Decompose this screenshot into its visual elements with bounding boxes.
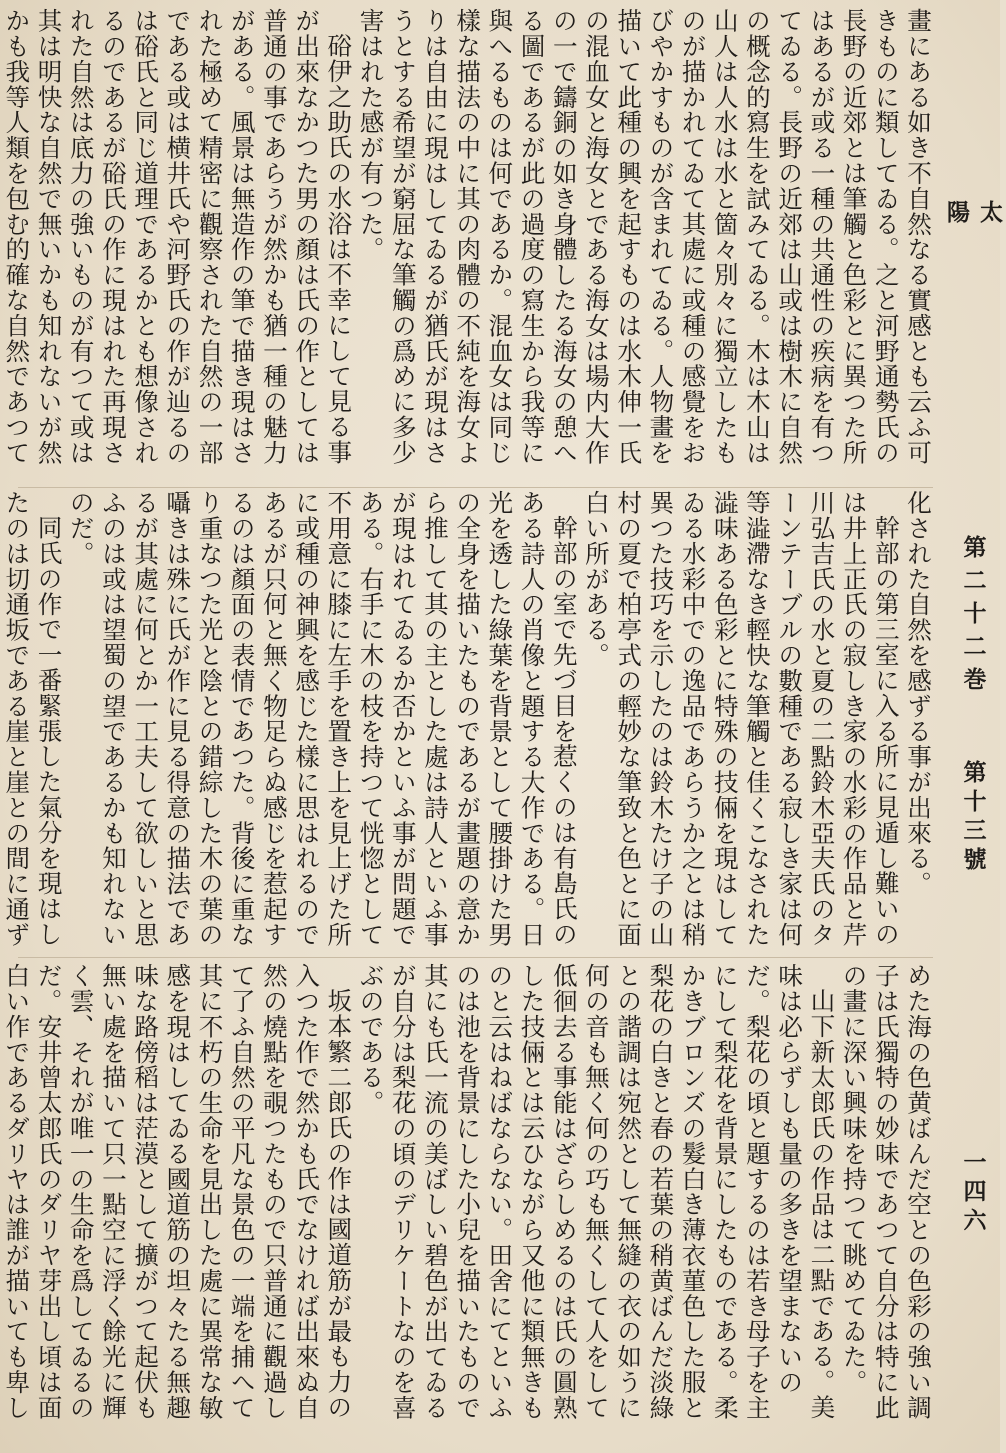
running-head-title — [943, 200, 1003, 320]
paragraph: 畫にある如き不自然なる實感とも云ふ可きものに類してゐる。之と河野通勢氏の長野の近郊とは筆觸と色彩とに異つた所はあるが或る一種の共通性の疾病を有つてゐる。長野の近郊は山或は樹木に自然の概念的寫生を試みてゐる。木は木山は山人は人水は水と箇々別々に獨立したものが描かれてゐて其處に或種の感覺をおびやかすものが含まれてゐる。人物畫を描いて此種の興を起すものは水木伸一氏の混血女と海女とである海女は場内大作の一で鑄銅の如き身體したる海女の憩へる圖であるが此の過度の寫生から我等に與へるものは何であるか。混血女は同じ樣な描法の中に其の肉體の不純を海女よりは自由に現はしてゐるが猶氏が現はさうとする希望が窮屈な筆觸の爲めに多少害はれた感が有つた。 — [356, 8, 933, 466]
tier-divider — [18, 957, 933, 958]
text-tier-middle — [2, 490, 934, 950]
paragraph: 坂本繁二郎氏の作は國道筋が最も力の入つた作で然かも氏でなければ出來ぬ自然の燒點を覗つたもので只普通に觀過して了ふ自然の平凡な景色の一端を捕へて其に不朽の生命を見出した處に異常な敏感を現はしてゐる國道筋の坦々たる無趣味な路傍稻は茫漠として擴がつて起伏も無い處を描いて只一點空に浮く餘光に輝く雲、それが唯一の生命を爲してゐるのだ。安井曾太郎氏のダリヤ芽出し頃は面白い作であるダリヤは誰が描いても卑し — [2, 963, 354, 1421]
paragraph: 同氏の作で一番緊張した氣分を現はしたのは切通坂である崖と崖との間に通ず — [2, 490, 64, 948]
tier-divider — [18, 487, 933, 488]
text-tier-bottom — [2, 963, 934, 1438]
paragraph: めた海の色黄ばんだ空との色彩の強い調子は氏獨特の妙味であつて自分は特に此の畫に深い興味を持つて眺めてゐた。 — [839, 963, 933, 1421]
running-head-issue — [956, 535, 990, 915]
paragraph: 化された自然を感ずる事が出來る。 — [904, 490, 933, 897]
paragraph: 幹部の室で先づ目を惹くのは有島氏のある詩人の肖像と題する大作である。日光を透した綠葉を背景として腰掛けた男の全身を描いたものであるが畫題の意から推して其の主とした處は詩人といふ事が現はれてゐるか否かといふ事が問題である。右手に木の枝を持つて恍惚として不用意に膝に左手を置き上を見上げた所に或種の神興を感じた樣に思はれるのであるが只何と無く物足らぬ感じを惹起するのは顏面の表情であつた。背後に重なり重なつた光と陰との錯綜した木の葉の囁きは殊に氏が作に見る得意の描法であるが其處に何とか一工夫して欲しいと思ふのは或は望蜀の望であるかも知れないのだ。 — [66, 490, 579, 948]
magazine-title: 太陽 — [943, 200, 1003, 267]
issue-label: 第十三號 — [959, 760, 987, 876]
paragraph: 山下新太郎氏の作品は二點である。美味は必らずしも量の多きを望まないのだ。梨花の頃と題するのは若き母子を主にして梨花を背景にしたものである。柔かきブロンズの髮白き薄衣菫色した服と梨花の白きと春の若葉の稍黄ばんだ淡綠との諧調は宛然として無縫の衣の如うに何の音も無く何の巧も無くして人をして低徊去る事能はざらしめるのは氏の圓熟した技倆とは云ひながら又他に類無きものと云はねばならない。田舍にてといふのは池を背景にした小兒を描いたもので其にも氏一流の美ばしい碧色が出てゐるが自分は梨花の頃のデリケートなのを喜ぶのである。 — [356, 963, 837, 1421]
paragraph: 硲伊之助氏の水浴は不幸にして見る事が出來なかつた男の顏は氏の作としては普通の事であらうが然かも猶一種の魅力がある。風景は無造作の筆で描き現はされた極めて精密に觀察された自然の一部である或は横井氏や河野氏の作が辿るのは硲氏と同じ道理であるかとも想像されるのであるが硲氏の作に現はれた再現された自然は底力の強いものが有つて或は其は明快な自然で無いかも知れないが然かも我等人類を包む的確な自然であつて — [2, 8, 354, 466]
paragraph: 幹部の第三室に入る所に見遁し難いのは井上正氏の寂しき家の水彩の作品と芹川弘吉氏の水と夏の二點鈴木亞夫氏のターンテーブルの數種である寂しき家は何等澁滯なき輕快な筆觸と佳くこなされた澁味ある色彩とに特殊の技倆を現はしてゐる水彩中での逸品であらうか之とは稍異つた技巧を示したのは鈴木たけ子の山村の夏で柏亭式の輕妙な筆致と色とに面白い所がある。 — [581, 490, 901, 948]
volume-label: 第二十二巻 — [959, 535, 987, 700]
page-number: 一四六 — [959, 1150, 987, 1237]
running-head-page — [956, 1150, 990, 1270]
text-tier-top — [2, 8, 934, 478]
